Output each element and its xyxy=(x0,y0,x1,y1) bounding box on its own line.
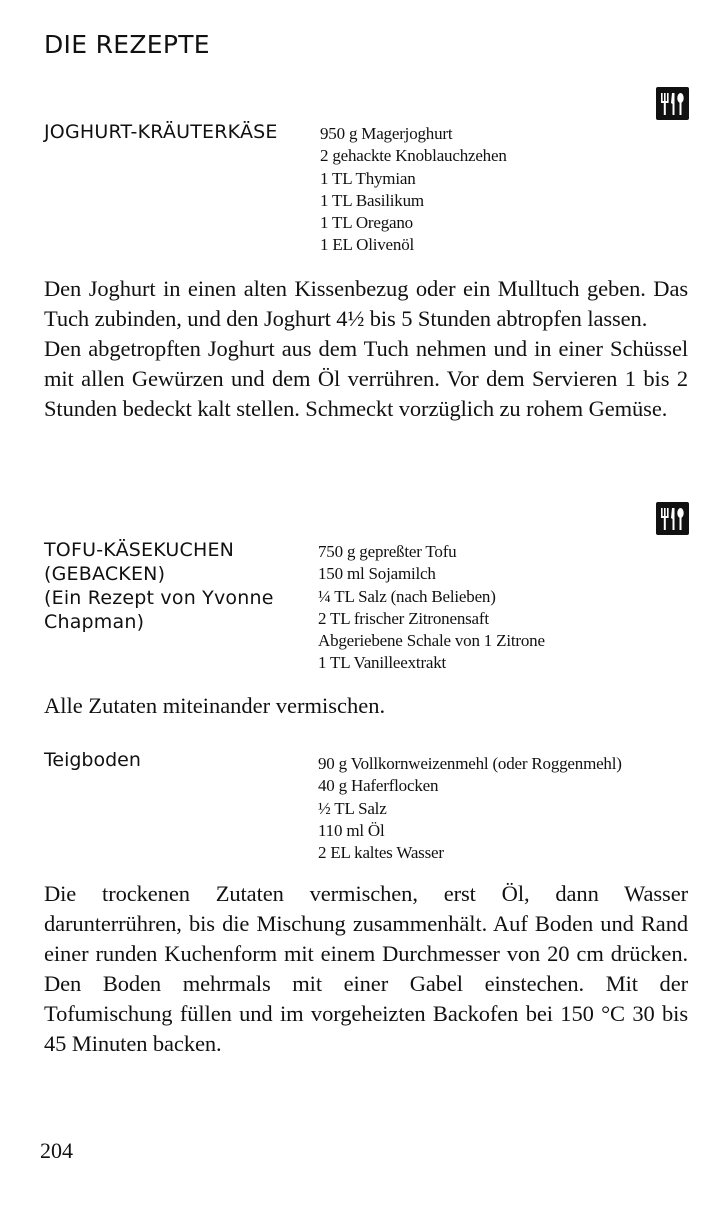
cutlery-icon xyxy=(656,502,689,535)
ingredient: 1 TL Basilikum xyxy=(320,190,424,210)
recipe-name-line: (Ein Rezept von Yvonne xyxy=(44,587,274,609)
ingredient: 90 g Vollkornweizenmehl (oder Roggenmehl) xyxy=(318,754,622,773)
ingredient: Abgeriebene Schale von 1 Zitrone xyxy=(318,631,545,651)
ingredient: 950 g Magerjoghurt xyxy=(320,124,453,143)
recipe-name: JOGHURT-KRÄUTERKÄSE xyxy=(44,121,278,143)
recipe-instructions xyxy=(44,274,688,424)
ingredient-list xyxy=(320,123,507,257)
ingredient: 150 ml Sojamilch xyxy=(318,564,436,584)
recipe-instruction: Alle Zutaten miteinander vermischen. xyxy=(44,693,386,718)
ingredient: 1 TL Vanilleextrakt xyxy=(318,653,447,673)
ingredient: 2 TL frischer Zitronensaft xyxy=(318,608,489,628)
paragraph: Den Joghurt in einen alten Kissenbezug oder ein Mulltuch geben. Das Tuch zubinden, und den Joghurt 4½ bis 5 Stunden abtropfen lassen. xyxy=(44,276,688,331)
paragraph: Den abgetropften Joghurt aus dem Tuch nehmen und in einer Schüssel mit allen Gewürzen und dem Öl verrühren. Vor dem Servieren 1 bis 2 Stunden bedeckt kalt stellen. Schmeckt vorzüglich zu rohem Gemüse. xyxy=(44,336,688,421)
recipe-instructions xyxy=(44,879,688,1059)
ingredient: ½ TL Salz xyxy=(318,798,387,818)
ingredient-list xyxy=(318,541,545,675)
ingredient: 2 gehackte Knoblauchzehen xyxy=(320,146,507,166)
sub-recipe-label: Teigboden xyxy=(44,749,141,771)
page-title: DIE REZEPTE xyxy=(44,30,210,59)
cutlery-icon xyxy=(656,87,689,120)
ingredient: ¼ TL Salz (nach Belieben) xyxy=(318,586,496,606)
ingredient-list xyxy=(318,753,622,864)
ingredient: 1 EL Olivenöl xyxy=(320,235,415,255)
recipe-name xyxy=(44,538,274,634)
paragraph: Die trockenen Zutaten vermischen, erst Öl, dann Wasser darunterrühren, bis die Mischung zusammenhält. Auf Boden und Rand einer runden Kuchenform mit einem Durchmesser von 20 cm drücken. Den Boden mehrmals mit einer Gabel einstechen. Mit der Tofumischung füllen und im vorgeheizten Backofen bei 150 °C 30 bis 45 Minuten backen. xyxy=(44,881,688,1056)
ingredient: 40 g Haferflocken xyxy=(318,776,439,796)
ingredient: 750 g gepreßter Tofu xyxy=(318,542,457,561)
ingredient: 1 TL Thymian xyxy=(320,168,416,188)
recipe-name-line: TOFU-KÄSEKUCHEN xyxy=(44,539,235,561)
recipe-name-line: (GEBACKEN) xyxy=(44,563,166,585)
page-number: 204 xyxy=(40,1138,73,1163)
ingredient: 110 ml Öl xyxy=(318,820,385,840)
ingredient: 1 TL Oregano xyxy=(320,213,413,233)
recipe-name-line: Chapman) xyxy=(44,611,145,633)
ingredient: 2 EL kaltes Wasser xyxy=(318,843,444,863)
